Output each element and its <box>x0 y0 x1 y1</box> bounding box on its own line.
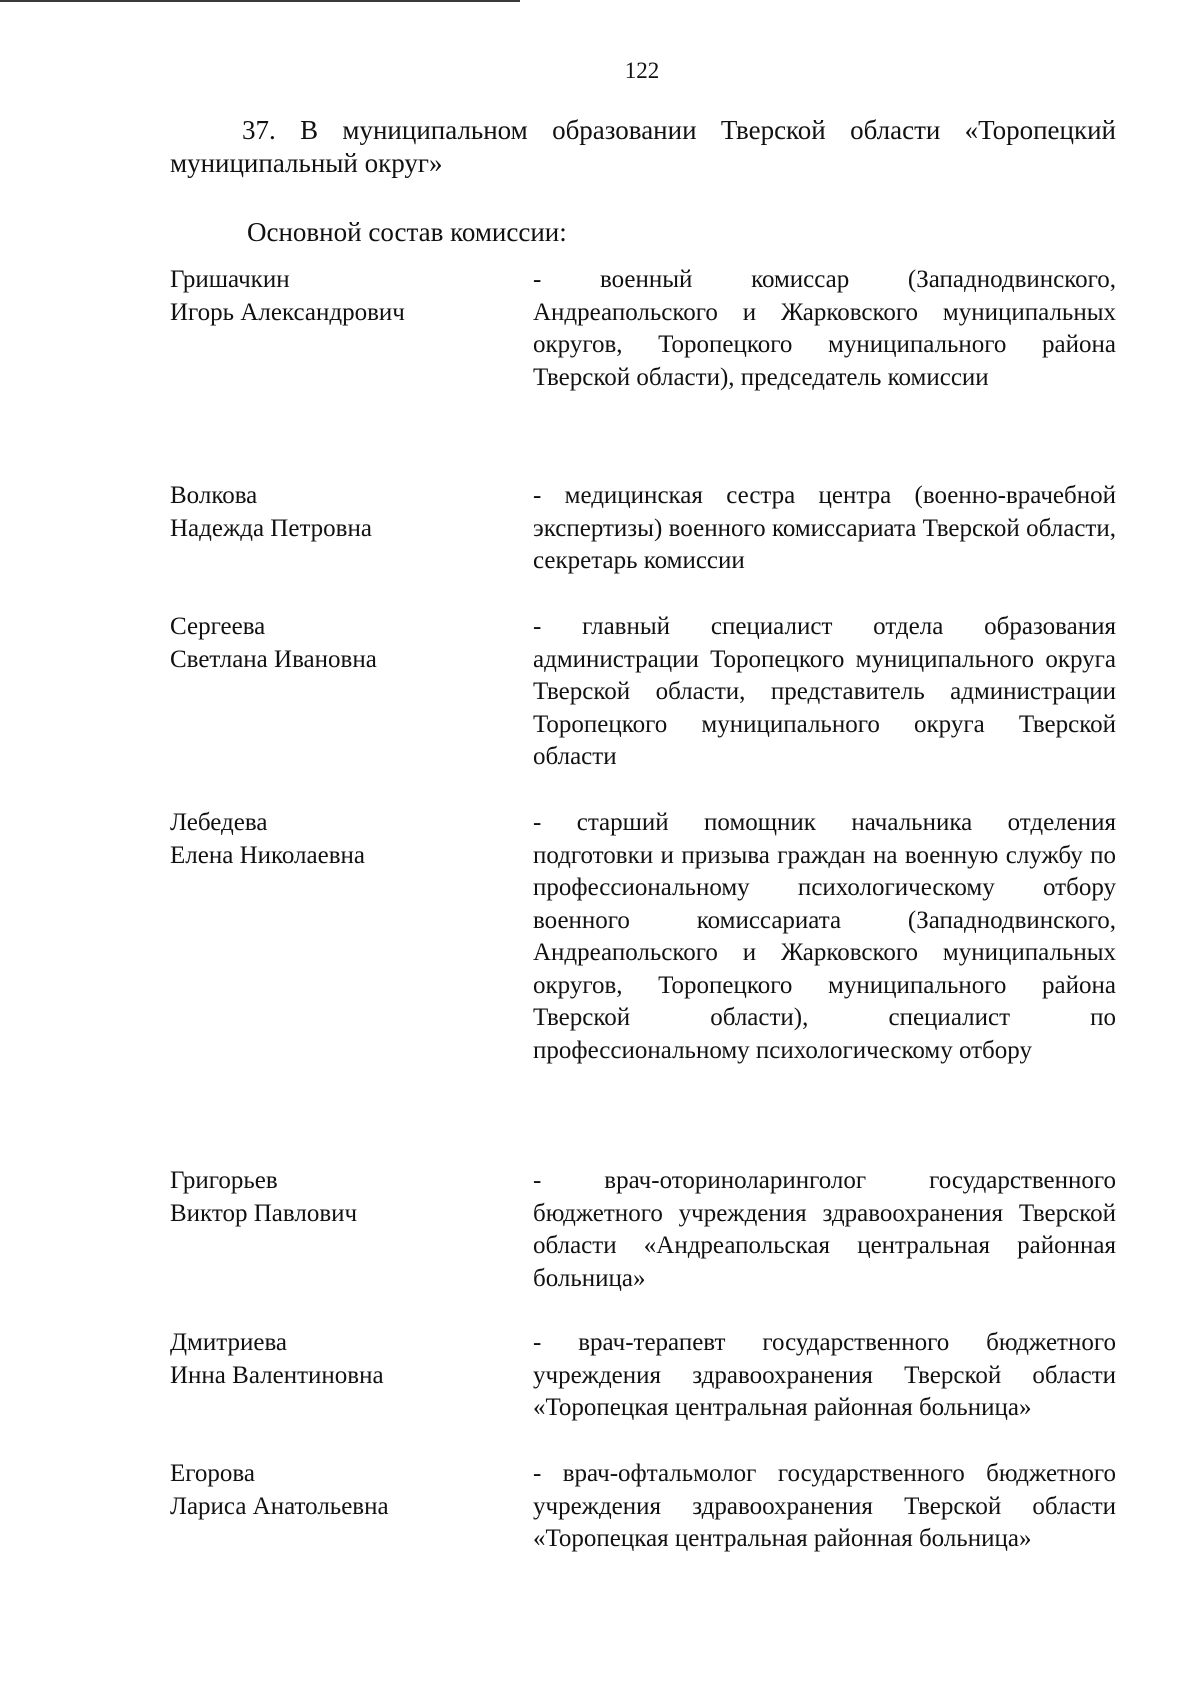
member-name <box>170 1327 490 1392</box>
member-role: - врач-оториноларинголог государственного бюджетного учреждения здравоохранения Тверской области «Андреапольская центральная районная больница» <box>533 1167 1116 1292</box>
member-given-names: Светлана Ивановна <box>170 645 377 673</box>
page-number: 122 <box>624 58 660 83</box>
member-surname: Лебедева <box>170 809 268 836</box>
member-surname: Дмитриева <box>170 1329 288 1356</box>
section-heading: 37. В муниципальном образовании Тверской области «Торопецкий муниципальный округ» <box>170 115 1116 178</box>
commission-subheading: Основной состав комиссии: <box>247 217 567 247</box>
member-surname: Волкова <box>170 482 258 509</box>
member-given-names: Лариса Анатольевна <box>170 1492 389 1520</box>
member-surname: Сергеева <box>170 613 266 640</box>
member-given-names: Инна Валентиновна <box>170 1361 384 1389</box>
member-role: - главный специалист отдела образования администрации Торопецкого муниципального округа Тверской области, представитель администрации Торопецкого муниципального округа Тверской области <box>533 613 1116 770</box>
member-given-names: Елена Николаевна <box>170 841 365 869</box>
member-given-names: Игорь Александрович <box>170 298 405 326</box>
member-name <box>170 480 490 545</box>
member-name <box>170 807 490 872</box>
member-given-names: Виктор Павлович <box>170 1199 358 1227</box>
member-name <box>170 611 490 676</box>
member-role: - медицинская сестра центра (военно-врачебной экспертизы) военного комиссариата Тверской области, секретарь комиссии <box>533 482 1116 574</box>
member-name <box>170 1165 490 1230</box>
top-rule <box>0 0 520 2</box>
member-role: - старший помощник начальника отделения подготовки и призыва граждан на военную службу по профессиональному психологическому отбору военного комиссариата (Западнодвинского, Андреапольского и Жарковского муниципальных округов, Торопецкого муниципального района Тверской области), специалист по профессиональному психологическому отбору <box>533 809 1116 1064</box>
member-role: - врач-терапевт государственного бюджетного учреждения здравоохранения Тверской области «Торопецкая центральная районная больница» <box>533 1329 1116 1421</box>
member-role: - военный комиссар (Западнодвинского, Андреапольского и Жарковского муниципальных округов, Торопецкого муниципального района Тверской области), председатель комиссии <box>533 266 1116 391</box>
member-role: - врач-офтальмолог государственного бюджетного учреждения здравоохранения Тверской области «Торопецкая центральная районная больница» <box>533 1460 1116 1552</box>
member-name <box>170 264 490 329</box>
member-surname: Гришачкин <box>170 266 290 293</box>
member-surname: Григорьев <box>170 1167 278 1194</box>
member-surname: Егорова <box>170 1460 255 1487</box>
member-name <box>170 1458 490 1523</box>
member-given-names: Надежда Петровна <box>170 514 372 542</box>
